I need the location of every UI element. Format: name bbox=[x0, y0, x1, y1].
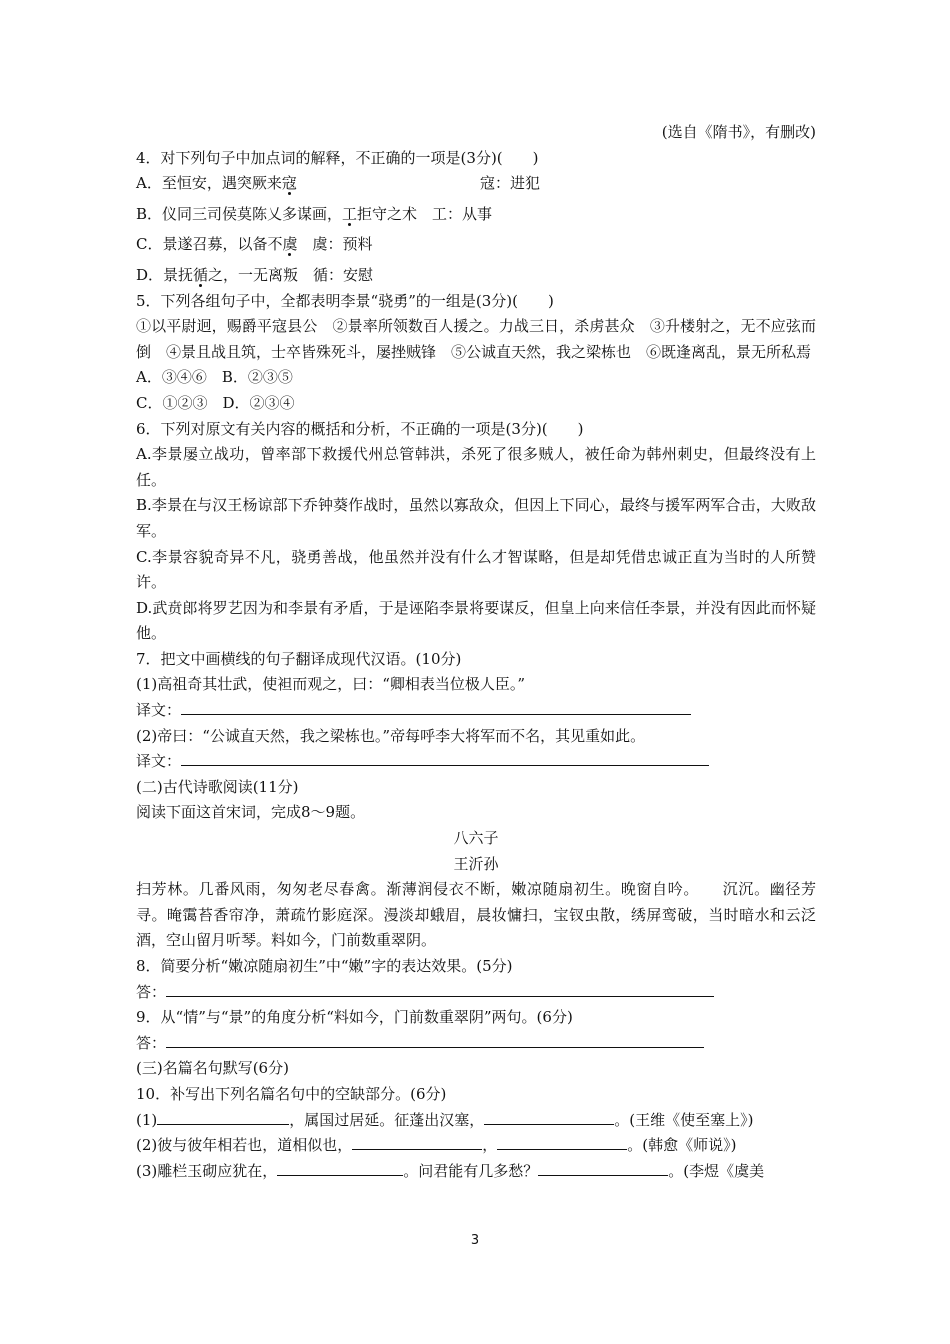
q10-item-1: (1) ，属国过居延。征蓬出汉塞， 。(王维《使至塞上》) bbox=[136, 1110, 754, 1129]
q5-stem: 5．下列各组句子中，全都表明李景“骁勇”的一组是(3分)( ) bbox=[136, 291, 554, 310]
q4-stem: 4．对下列句子中加点词的解释，不正确的一项是(3分)( ) bbox=[136, 148, 539, 167]
fill-blank bbox=[157, 1110, 289, 1125]
poem-author: 王沂孙 bbox=[453, 854, 499, 873]
poem-title: 八六子 bbox=[453, 829, 499, 848]
q4-option-d: D．景抚循之，一无离叛 循：安慰 bbox=[136, 265, 374, 284]
q7-stem: 7．把文中画横线的句子翻译成现代汉语。(10分) bbox=[136, 649, 462, 668]
page-number: 3 bbox=[470, 1233, 480, 1248]
poem-text: 扫芳林。几番风雨，匆匆老尽春禽。渐薄润侵衣不断，嫩凉随扇初生。晚窗自吟。 沉沉。幽径芳寻。晻霭苔香帘净，萧疏竹影庭深。漫淡却蛾眉，晨妆慵扫，宝钗虫散，绣屏鸾破，当时暗水和云泛酒，空山留月听琴。料如今，门前数重翠阴。 bbox=[136, 880, 816, 950]
fill-blank bbox=[352, 1135, 482, 1150]
q10-stem: 10．补写出下列名篇名句中的空缺部分。(6分) bbox=[136, 1084, 447, 1103]
section3-heading: (三)名篇名句默写(6分) bbox=[136, 1059, 289, 1078]
q6-stem: 6．下列对原文有关内容的概括和分析，不正确的一项是(3分)( ) bbox=[136, 419, 584, 438]
dotted-char: 虞 bbox=[282, 235, 298, 254]
q10-item-2: (2)彼与彼年相若也，道相似也， ， 。(韩愈《师说》) bbox=[136, 1136, 737, 1155]
q4-option-b: B．仪同三司侯莫陈乂多谋画，工拒守之术 工：从事 bbox=[136, 204, 493, 223]
answer-line bbox=[166, 982, 714, 997]
dotted-char: 工 bbox=[342, 204, 358, 223]
q5-body: ①以平尉迥，赐爵平寇县公 ②景率所领数百人援之。力战三日，杀虏甚众 ③升楼射之，无不应弦而倒 ④景且战且筑，士卒皆殊死斗，屡挫贼锋 ⑤公诚直天然，我之梁栋也 ⑥既逢离乱，景无所私焉 bbox=[136, 317, 816, 361]
answer-line bbox=[181, 751, 709, 766]
fill-blank bbox=[497, 1135, 627, 1150]
q10-item-3: (3)雕栏玉砌应犹在， 。问君能有几多愁？ 。(李煜《虞美 bbox=[136, 1161, 765, 1180]
q6-option-b: B.李景在与汉王杨谅部下乔钟葵作战时，虽然以寡敌众，但因上下同心，最终与援军两军合击，大败敌军。 bbox=[136, 496, 816, 540]
q5-options-row2: C．①②③ D．②③④ bbox=[136, 393, 295, 412]
q4-option-a-gloss: 寇：进犯 bbox=[480, 174, 541, 193]
answer-line bbox=[181, 700, 691, 715]
fill-blank bbox=[538, 1161, 668, 1176]
q8-answer: 答： bbox=[136, 980, 816, 1006]
section2-heading: (二)古代诗歌阅读(11分) bbox=[136, 777, 299, 796]
dotted-char: 寇 bbox=[281, 174, 297, 193]
q6-option-a: A.李景屡立战功，曾率部下救援代州总管韩洪，杀死了很多贼人，被任命为韩州刺史，但最终没有上任。 bbox=[136, 445, 816, 489]
dotted-char: 循 bbox=[193, 265, 209, 284]
q8-stem: 8．简要分析“嫩凉随扇初生”中“嫩”字的表达效果。(5分) bbox=[136, 957, 513, 975]
q4-option-a: A．至恒安，遇突厥来寇 寇：进犯 bbox=[136, 171, 816, 197]
source-note: (选自《隋书》，有删改) bbox=[661, 123, 816, 141]
q6-option-c: C.李景容貌奇异不凡，骁勇善战，他虽然并没有什么才智谋略，但是却凭借忠诚正直为当时的人所赞许。 bbox=[136, 547, 816, 592]
q7-answer-2: 译文： bbox=[136, 749, 816, 775]
q7-sentence-2: (2)帝曰：“公诚直天然，我之梁栋也。”帝每呼李大将军而不名，其见重如此。 bbox=[136, 726, 646, 745]
section2-intro: 阅读下面这首宋词，完成8～9题。 bbox=[136, 803, 366, 822]
q7-sentence-1: (1)高祖奇其壮武，使袒而观之，曰：“卿相表当位极人臣。” bbox=[136, 675, 526, 694]
q4-option-c: C．景遂召募，以备不虞 虞：预料 bbox=[136, 235, 373, 254]
answer-line bbox=[166, 1033, 704, 1048]
q5-options-row1: A．③④⑥ B．②③⑤ bbox=[136, 368, 293, 387]
q9-answer: 答： bbox=[136, 1031, 816, 1057]
q6-option-d: D.武贲郎将罗艺因为和李景有矛盾，于是诬陷李景将要谋反，但皇上向来信任李景，并没有因此而怀疑他。 bbox=[136, 598, 816, 643]
q9-stem: 9．从“情”与“景”的角度分析“料如今，门前数重翠阴”两句。(6分) bbox=[136, 1008, 573, 1027]
page-content bbox=[136, 120, 816, 1184]
fill-blank bbox=[277, 1161, 403, 1176]
q7-answer-1: 译文： bbox=[136, 698, 816, 724]
fill-blank bbox=[484, 1110, 614, 1125]
